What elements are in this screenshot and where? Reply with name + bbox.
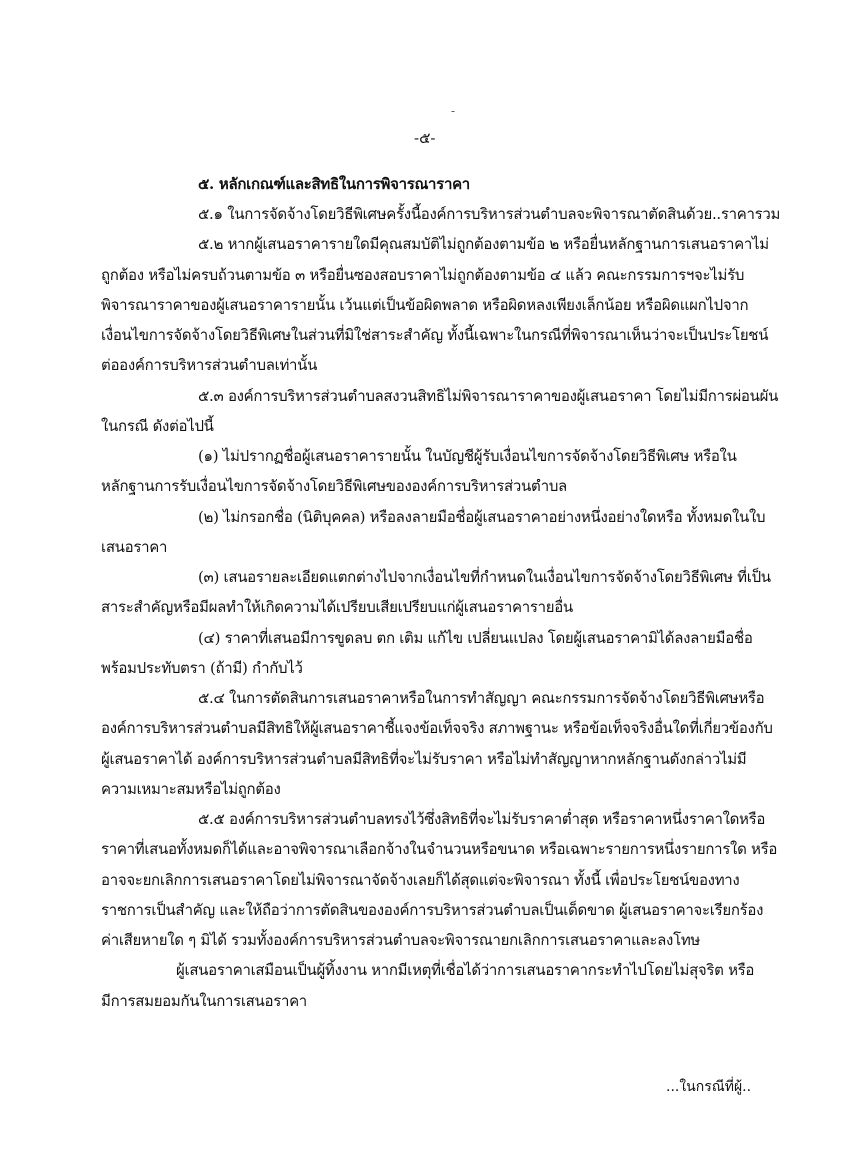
body-line: ราชการเป็นสำคัญ และให้ถือว่าการตัดสินขององค์การบริหารส่วนตำบลเป็นเด็ดขาด ผู้เสนอราคาจะเรียกร้อง: [101, 901, 764, 919]
body-line: ค่าเสียหายใด ๆ มิได้ รวมทั้งองค์การบริหารส่วนตำบลจะพิจารณายกเลิกการเสนอราคาและลงโทษ: [101, 931, 701, 949]
body-line: (๑) ไม่ปรากฏชื่อผู้เสนอราคารายนั้น ในบัญชีผู้รับเงื่อนไขการจัดจ้างโดยวิธีพิเศษ หรือใน: [198, 447, 737, 465]
body-line: พิจารณาราคาของผู้เสนอราคารายนั้น เว้นแต่เป็นข้อผิดพลาด หรือผิดหลงเพียงเล็กน้อย หรือผิดแผกไปจาก: [101, 296, 749, 314]
page-number: -๕-: [414, 129, 436, 147]
body-line: ความเหมาะสมหรือไม่ถูกต้อง: [101, 780, 281, 798]
body-line: ๕.๑ ในการจัดจ้างโดยวิธีพิเศษครั้งนี้องค์การบริหารส่วนตำบลจะพิจารณาตัดสินด้วย..ราคารวม: [198, 205, 781, 223]
body-line: (๒) ไม่กรอกชื่อ (นิติบุคคล) หรือลงลายมือชื่อผู้เสนอราคาอย่างหนึ่งอย่างใดหรือ ทั้งหมดในใบ: [198, 508, 766, 526]
body-line: ราคาที่เสนอทั้งหมดก็ได้และอาจพิจารณาเลือกจ้างในจำนวนหรือขนาด หรือเฉพาะรายการหนึ่งรายการใด หรือ: [101, 840, 778, 858]
body-line: ถูกต้อง หรือไม่ครบถ้วนตามข้อ ๓ หรือยื่นซองสอบราคาไม่ถูกต้องตามข้อ ๔ แล้ว คณะกรรมการฯจะไม่รับ: [101, 266, 745, 284]
body-line: (๓) เสนอรายละเอียดแตกต่างไปจากเงื่อนไขที่กำหนดในเงื่อนไขการจัดจ้างโดยวิธีพิเศษ ที่เป็น: [198, 568, 771, 586]
body-line: เงื่อนไขการจัดจ้างโดยวิธีพิเศษในส่วนที่มิใช่สาระสำคัญ ทั้งนี้เฉพาะในกรณีที่พิจารณาเห็นว่าจะเป็นประโยชน์: [101, 326, 769, 344]
body-line: อาจจะยกเลิกการเสนอราคาโดยไม่พิจารณาจัดจ้างเลยก็ได้สุดแต่จะพิจารณา ทั้งนี้ เพื่อประโยชน์ของทาง: [101, 871, 740, 889]
top-mark: -: [451, 104, 456, 118]
section-heading: ๕. หลักเกณฑ์และสิทธิในการพิจารณาราคา: [198, 175, 470, 193]
body-line: ต่อองค์การบริหารส่วนตำบลเท่านั้น: [101, 356, 318, 374]
body-line: ๕.๕ องค์การบริหารส่วนตำบลทรงไว้ซึ่งสิทธิที่จะไม่รับราคาต่ำสุด หรือราคาหนึ่งราคาใดหรือ: [198, 810, 766, 828]
body-line: มีการสมยอมกันในการเสนอราคา: [101, 992, 307, 1010]
body-line: ผู้เสนอราคาได้ องค์การบริหารส่วนตำบลมีสิทธิที่จะไม่รับราคา หรือไม่ทำสัญญาหากหลักฐานดังกล่าวไม่มี: [101, 750, 747, 768]
continuation-note: ...ในกรณีที่ผู้..: [666, 1079, 752, 1095]
body-line: ผู้เสนอราคาเสมือนเป็นผู้ทิ้งงาน หากมีเหตุที่เชื่อได้ว่าการเสนอราคากระทำไปโดยไม่สุจริต หรือ: [176, 961, 755, 979]
body-line: (๔) ราคาที่เสนอมีการขูดลบ ตก เติม แก้ไข เปลี่ยนแปลง โดยผู้เสนอราคามิได้ลงลายมือชื่อ: [198, 629, 753, 647]
body-line: หลักฐานการรับเงื่อนไขการจัดจ้างโดยวิธีพิเศษขององค์การบริหารส่วนตำบล: [101, 477, 567, 495]
body-line: ๕.๒ หากผู้เสนอราคารายใดมีคุณสมบัติไม่ถูกต้องตามข้อ ๒ หรือยื่นหลักฐานการเสนอราคาไม่: [198, 235, 769, 253]
body-line: ๕.๔ ในการตัดสินการเสนอราคาหรือในการทำสัญญา คณะกรรมการจัดจ้างโดยวิธีพิเศษหรือ: [198, 689, 765, 707]
body-line: เสนอราคา: [101, 538, 168, 556]
body-line: ในกรณี ดังต่อไปนี้: [101, 417, 214, 435]
body-line: พร้อมประทับตรา (ถ้ามี) กำกับไว้: [101, 659, 303, 677]
body-line: สาระสำคัญหรือมีผลทำให้เกิดความได้เปรียบเสียเปรียบแก่ผู้เสนอราคารายอื่น: [101, 598, 573, 616]
body-line: องค์การบริหารส่วนตำบลมีสิทธิให้ผู้เสนอราคาชี้แจงข้อเท็จจริง สภาพฐานะ หรือข้อเท็จจริงอื่นใดที่เกี่ยวข้องกับ: [101, 719, 773, 737]
body-line: ๕.๓ องค์การบริหารส่วนตำบลสงวนสิทธิไม่พิจารณาราคาของผู้เสนอราคา โดยไม่มีการผ่อนผัน: [198, 387, 779, 405]
